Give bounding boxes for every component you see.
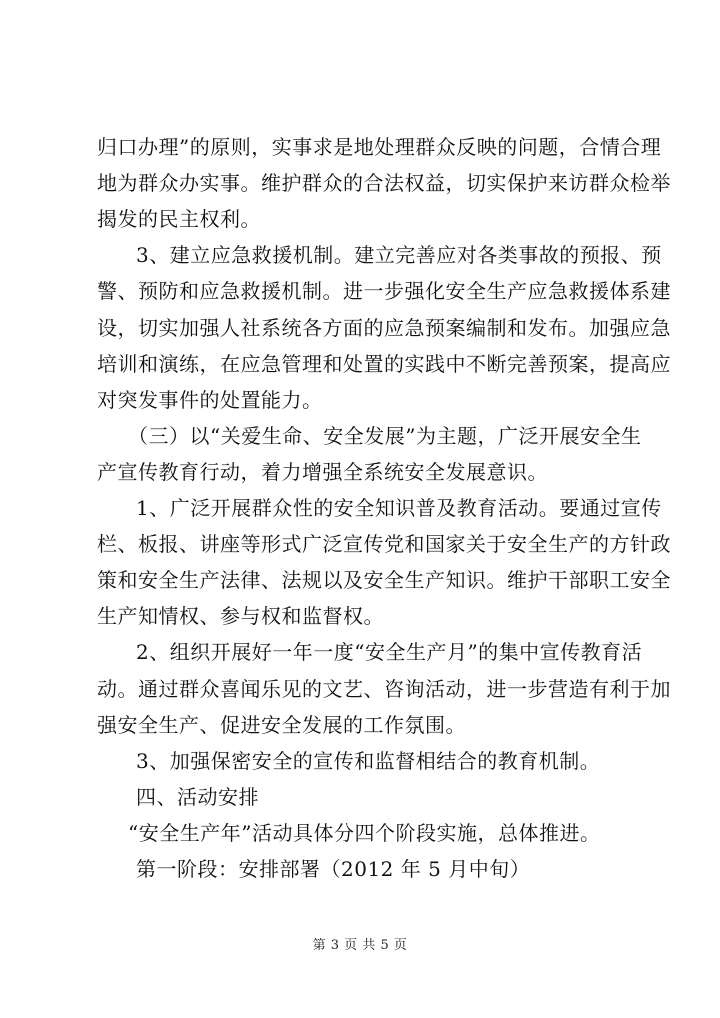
body-text-line: 动。通过群众喜闻乐见的文艺、咨询活动，进一步营造有利于加 xyxy=(97,677,671,701)
body-text-line: 设，切实加强人社系统各方面的应急预案编制和发布。加强应急 xyxy=(97,316,671,340)
body-text-line: 对突发事件的处置能力。 xyxy=(97,388,323,412)
section-heading-line: 产宣传教育行动，着力增强全系统安全发展意识。 xyxy=(97,460,548,484)
section-heading-line: （三）以“关爱生命、安全发展”为主题，广泛开展安全生 xyxy=(128,424,642,448)
body-text-line: 警、预防和应急救援机制。进一步强化安全生产应急救援体系建 xyxy=(97,279,671,303)
body-text-line: 2、组织开展好一年一度“安全生产月”的集中宣传教育活 xyxy=(136,640,643,664)
body-text-line: 栏、板报、讲座等形式广泛宣传党和国家关于安全生产的方针政 xyxy=(97,532,671,556)
page-number-footer: 第 3 页 共 5 页 xyxy=(312,938,408,953)
body-text-line: 策和安全生产法律、法规以及安全生产知识。维护干部职工安全 xyxy=(97,568,671,592)
body-text-line: 第一阶段：安排部署（2012 年 5 月中旬） xyxy=(136,857,531,881)
body-text-line: 3、加强保密安全的宣传和监督相结合的教育机制。 xyxy=(136,749,601,773)
body-text-line: 强安全生产、促进安全发展的工作氛围。 xyxy=(97,713,466,737)
body-text-line: “安全生产年”活动具体分四个阶段实施，总体推进。 xyxy=(128,821,601,845)
section-heading-line: 四、活动安排 xyxy=(136,785,259,809)
body-text-line: 3、建立应急救援机制。建立完善应对各类事故的预报、预 xyxy=(136,243,662,267)
body-text-line: 生产知情权、参与权和监督权。 xyxy=(97,604,384,628)
body-text-line: 归口办理”的原则，实事求是地处理群众反映的问题，合情合理 xyxy=(97,135,662,159)
body-text-line: 地为群众办实事。维护群众的合法权益，切实保护来访群众检举 xyxy=(97,171,671,195)
body-text-line: 1、广泛开展群众性的安全知识普及教育活动。要通过宣传 xyxy=(136,496,662,520)
body-text-line: 培训和演练，在应急管理和处置的实践中不断完善预案，提高应 xyxy=(97,352,671,376)
body-text-line: 揭发的民主权利。 xyxy=(97,207,261,231)
